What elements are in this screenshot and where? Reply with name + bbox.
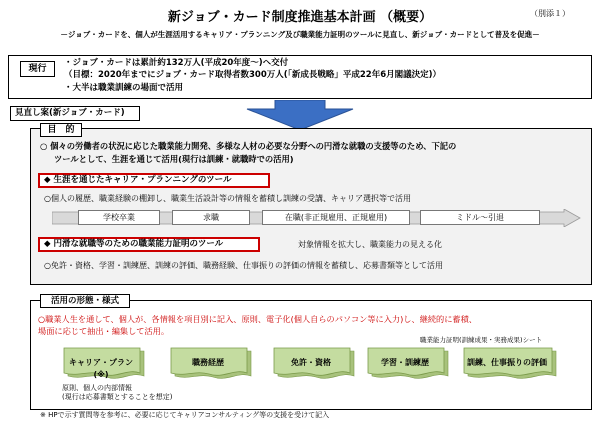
stage-job-seeking: 求職 bbox=[172, 210, 250, 225]
stage-school-graduation: 学校卒業 bbox=[78, 210, 160, 225]
usage-line-2: 場面に応じて抽出・編集して活用。 bbox=[38, 326, 170, 336]
purpose-line-1: ○ 個々の労働者の状況に応じた職業能力開発、多様な人材の必要な分野への円滑な就職の支援等のため、下記の bbox=[40, 141, 457, 151]
doc-work-history bbox=[169, 347, 253, 380]
usage-line-1: ○職業人生を通して、個人が、各情報を項目別に記入、原則、電子化(個人自らのパソコン等に入力)し、継続的に蓄積、 bbox=[38, 314, 477, 324]
page-title: 新ジョブ・カード制度推進基本計画 （概要） bbox=[167, 10, 433, 25]
doc-evaluation bbox=[462, 347, 558, 380]
cert-tool-label: ◆ 円滑な就職等のための職業能力証明のツール bbox=[44, 239, 224, 249]
current-line-1: ・ジョブ・カードは累計約132万人(平成20年度～)へ交付 bbox=[64, 58, 289, 68]
doc-label: 学習・訓練歴 bbox=[381, 358, 429, 367]
down-arrow-icon bbox=[245, 100, 355, 130]
doc-career-plan bbox=[62, 347, 146, 380]
subtitle: －ジョブ・カードを、個人が生涯活用するキャリア・プランニング及び職業能力証明のツールに見直し、新ジョブ・カードとして普及を促進－ bbox=[60, 30, 540, 39]
doc-note-line-1: 原則、個人の内部情報 bbox=[62, 384, 132, 392]
cert-tool-desc: ○免許・資格、学習・訓練歴、訓練の評価、職務経験、仕事振りの評価の情報を蓄積し、応募書類等として活用 bbox=[44, 261, 443, 270]
doc-label: 訓練、仕事振りの評価 bbox=[467, 358, 547, 367]
doc-learning-history bbox=[366, 347, 450, 380]
revision-label: 見直し案(新ジョブ・カード) bbox=[10, 106, 140, 121]
doc-label: 免許・資格 bbox=[291, 358, 331, 367]
purpose-line-2: ツールとして、生涯を通じて活用(現行は訓練・就職時での活用) bbox=[54, 154, 294, 164]
purpose-label: 目 的 bbox=[40, 123, 82, 137]
footnote: ※ HPで示す質問等を参考に、必要に応じてキャリアコンサルティング等の支援を受けて記入 bbox=[40, 411, 330, 419]
current-line-3: ・大半は職業訓練の場面で活用 bbox=[64, 83, 184, 93]
usage-label: 活用の形態・様式 bbox=[40, 294, 130, 308]
career-tool-desc: ○個人の履歴、職業経験の棚卸し、職業生活設計等の情報を蓄積し訓練の受講、キャリア選択等で活用 bbox=[44, 194, 411, 203]
doc-label: 職務経歴 bbox=[192, 358, 224, 367]
career-tool-label: ◆ 生涯を通じたキャリア・プランニングのツール bbox=[44, 175, 232, 185]
sheet-caption: 職業能力証明(訓練成果・実務成果)シート bbox=[420, 336, 543, 344]
doc-label: キャリア・プラン(※) bbox=[69, 358, 133, 379]
current-line-2: （目標：2020年までにジョブ・カード取得者数300万人(「新成長戦略」平成22年6月閣議決定)） bbox=[64, 70, 441, 80]
cert-tool-note: 対象情報を拡大し、職業能力の見える化 bbox=[298, 240, 442, 249]
stage-employed: 在職(非正規雇用、正規雇用) bbox=[262, 210, 410, 225]
doc-note-line-2: (現行は応募書類とすることを想定) bbox=[62, 393, 173, 401]
doc-licenses bbox=[272, 347, 356, 380]
stage-middle-retirement: ミドル～引退 bbox=[420, 210, 540, 225]
current-label: 現行 bbox=[20, 61, 55, 77]
annex-label: （別添１） bbox=[530, 9, 570, 18]
